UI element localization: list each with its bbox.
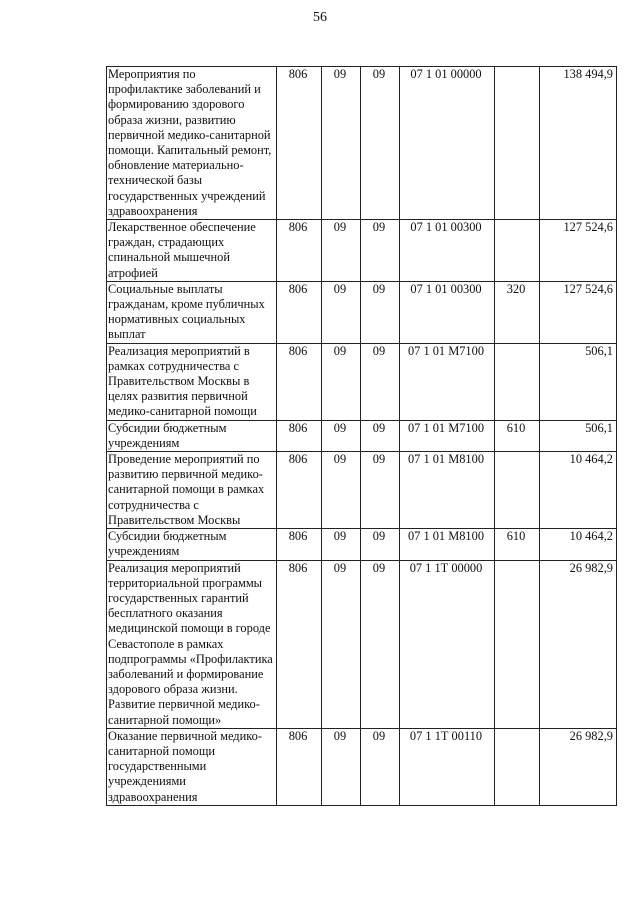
- section-code-cell: 09: [322, 281, 361, 343]
- subsection-code-cell: 09: [361, 420, 400, 451]
- expense-type-cell: [495, 67, 540, 220]
- section-code-cell: 09: [322, 220, 361, 282]
- ministry-code-cell: 806: [277, 728, 322, 805]
- expense-type-cell: 320: [495, 281, 540, 343]
- section-code-cell: 09: [322, 67, 361, 220]
- row-name-cell: Мероприятия по профилактике заболеваний и формированию здорового образа жизни, развитию первичной медико-санитарной помощи. Капитальный ремонт, обновление материально-технической базы государственных учреждений здравоохранения: [107, 67, 277, 220]
- amount-cell: 26 982,9: [540, 728, 617, 805]
- expense-type-cell: [495, 452, 540, 529]
- ministry-code-cell: 806: [277, 281, 322, 343]
- section-code-cell: 09: [322, 420, 361, 451]
- row-name-cell: Реализация мероприятий в рамках сотрудничества с Правительством Москвы в целях развития первичной медико-санитарной помощи: [107, 343, 277, 420]
- amount-cell: 138 494,9: [540, 67, 617, 220]
- table-row: [107, 220, 617, 282]
- target-article-cell: 07 1 01 M7100: [400, 420, 495, 451]
- expense-type-cell: 610: [495, 420, 540, 451]
- amount-cell: 10 464,2: [540, 452, 617, 529]
- amount-cell: 506,1: [540, 343, 617, 420]
- table-row: [107, 529, 617, 560]
- subsection-code-cell: 09: [361, 343, 400, 420]
- page-number: 56: [313, 10, 327, 25]
- section-code-cell: 09: [322, 728, 361, 805]
- row-name-cell: Проведение мероприятий по развитию первичной медико-санитарной помощи в рамках сотрудничества с Правительством Москвы: [107, 452, 277, 529]
- expense-type-cell: [495, 728, 540, 805]
- subsection-code-cell: 09: [361, 281, 400, 343]
- subsection-code-cell: 09: [361, 728, 400, 805]
- row-name-cell: Субсидии бюджетным учреждениям: [107, 529, 277, 560]
- table-row: [107, 452, 617, 529]
- amount-cell: 10 464,2: [540, 529, 617, 560]
- ministry-code-cell: 806: [277, 452, 322, 529]
- ministry-code-cell: 806: [277, 560, 322, 728]
- section-code-cell: 09: [322, 560, 361, 728]
- target-article-cell: 07 1 01 M8100: [400, 529, 495, 560]
- subsection-code-cell: 09: [361, 452, 400, 529]
- row-name-cell: Социальные выплаты гражданам, кроме публичных нормативных социальных выплат: [107, 281, 277, 343]
- target-article-cell: 07 1 1Т 00110: [400, 728, 495, 805]
- row-name-cell: Реализация мероприятий территориальной программы государственных гарантий бесплатного оказания медицинской помощи в городе Севастополе в рамках подпрограммы «Профилактика заболеваний и формирование здорового образа жизни. Развитие первичной медико-санитарной помощи»: [107, 560, 277, 728]
- table-row: [107, 560, 617, 728]
- target-article-cell: 07 1 01 00300: [400, 281, 495, 343]
- target-article-cell: 07 1 01 M7100: [400, 343, 495, 420]
- amount-cell: 127 524,6: [540, 281, 617, 343]
- expense-type-cell: [495, 560, 540, 728]
- amount-cell: 127 524,6: [540, 220, 617, 282]
- section-code-cell: 09: [322, 452, 361, 529]
- target-article-cell: 07 1 01 00000: [400, 67, 495, 220]
- subsection-code-cell: 09: [361, 529, 400, 560]
- ministry-code-cell: 806: [277, 529, 322, 560]
- ministry-code-cell: 806: [277, 220, 322, 282]
- section-code-cell: 09: [322, 529, 361, 560]
- table-row: [107, 343, 617, 420]
- subsection-code-cell: 09: [361, 67, 400, 220]
- ministry-code-cell: 806: [277, 67, 322, 220]
- expense-type-cell: [495, 343, 540, 420]
- row-name-cell: Лекарственное обеспечение граждан, страдающих спинальной мышечной атрофией: [107, 220, 277, 282]
- table-row: [107, 281, 617, 343]
- row-name-cell: Оказание первичной медико-санитарной помощи государственными учреждениями здравоохранения: [107, 728, 277, 805]
- section-code-cell: 09: [322, 343, 361, 420]
- budget-table: [106, 66, 617, 806]
- expense-type-cell: [495, 220, 540, 282]
- row-name-cell: Субсидии бюджетным учреждениям: [107, 420, 277, 451]
- target-article-cell: 07 1 1Т 00000: [400, 560, 495, 728]
- ministry-code-cell: 806: [277, 420, 322, 451]
- target-article-cell: 07 1 01 M8100: [400, 452, 495, 529]
- amount-cell: 506,1: [540, 420, 617, 451]
- subsection-code-cell: 09: [361, 220, 400, 282]
- table-row: [107, 728, 617, 805]
- ministry-code-cell: 806: [277, 343, 322, 420]
- subsection-code-cell: 09: [361, 560, 400, 728]
- target-article-cell: 07 1 01 00300: [400, 220, 495, 282]
- expense-type-cell: 610: [495, 529, 540, 560]
- amount-cell: 26 982,9: [540, 560, 617, 728]
- table-row: [107, 420, 617, 451]
- table-row: [107, 67, 617, 220]
